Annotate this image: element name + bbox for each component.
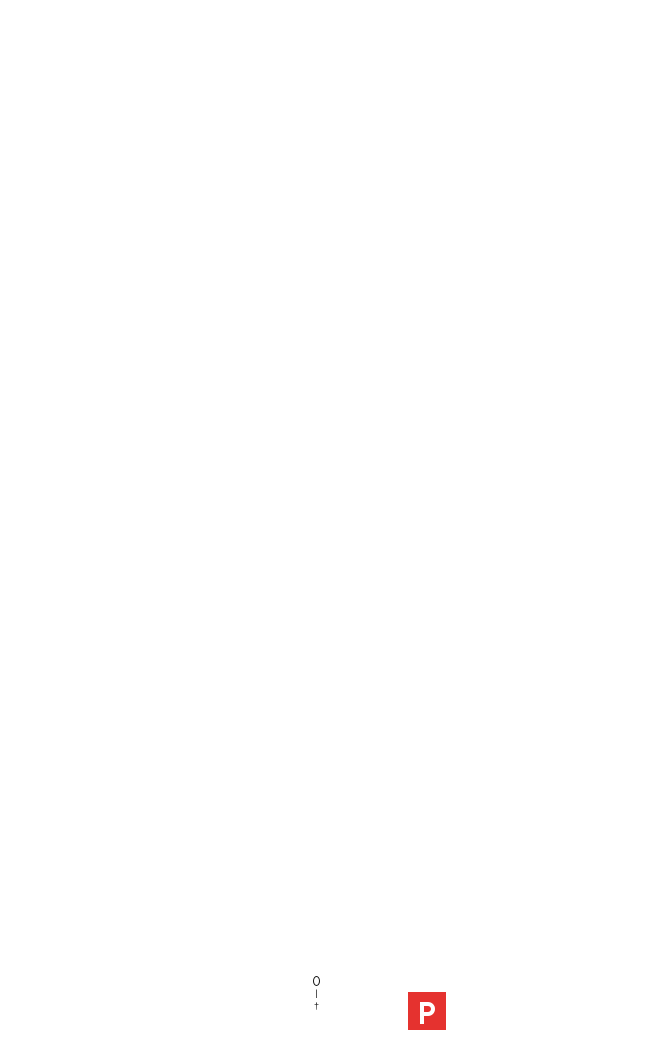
legend-item-dc: [313, 1000, 320, 1013]
slip-stitch-icon: |: [315, 988, 318, 998]
legend: [313, 974, 320, 1013]
chain-icon: [313, 976, 320, 986]
watermark-svg: [406, 986, 644, 1038]
logo-square-icon: [408, 992, 446, 1030]
legend-item-slip: [313, 987, 320, 1000]
double-crochet-icon: †: [313, 1001, 319, 1011]
legend-item-chain: [313, 974, 320, 987]
watermark-logo: [406, 986, 644, 1038]
